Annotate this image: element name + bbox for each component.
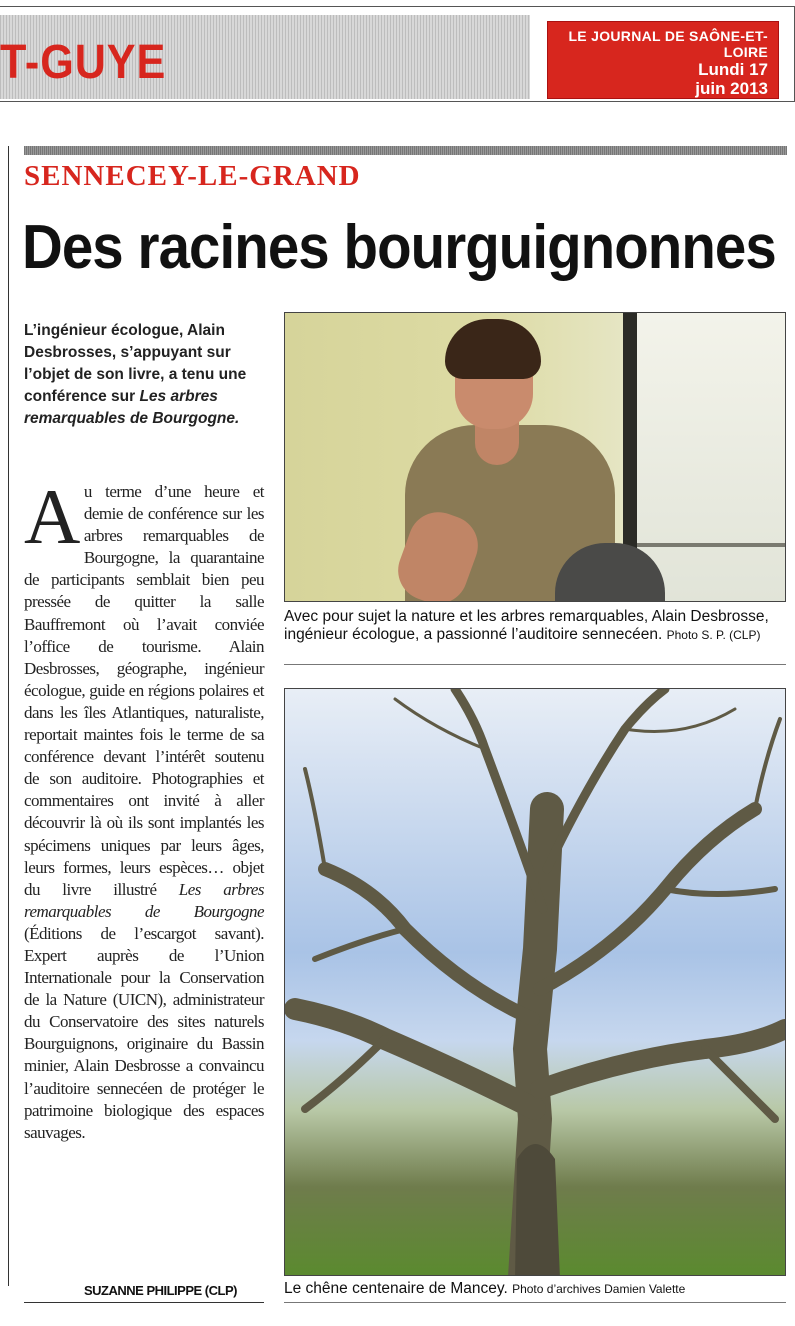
oak-tree-photo — [284, 688, 786, 1276]
speaker-hair — [445, 319, 541, 379]
caption-1-text: Avec pour sujet la nature et les arbres remarquables, Alain Desbrosse, ingénieur écologue, a passionné l’auditoire sennecéen. — [284, 608, 769, 643]
article-kicker: SENNECEY-LE-GRAND — [24, 160, 361, 192]
caption-2-rule — [284, 1302, 786, 1303]
masthead-box — [547, 21, 779, 99]
caption-rule — [284, 664, 786, 665]
window-pane — [637, 313, 786, 602]
photo-caption-1 — [284, 608, 784, 644]
lead-book-title: Les arbres remarquables de Bourgogne. — [24, 388, 240, 427]
newspaper-name: LE JOURNAL DE SAÔNE-ET-LOIRE — [568, 28, 768, 60]
article-body — [24, 473, 264, 1144]
lead-text: L’ingénieur écologue, Alain Desbrosses, s’appuyant sur l’objet de son livre, a tenu une conférence sur — [24, 322, 247, 405]
commune-name: T-GUYE — [0, 36, 167, 89]
caption-2-text: Le chêne centenaire de Mancey. — [284, 1280, 508, 1297]
article-title: Des racines bourguignonnes — [22, 213, 776, 282]
article — [0, 146, 795, 1326]
issue-date-month: juin 2013 — [695, 79, 768, 98]
window-sill — [637, 543, 786, 547]
author-signature: SUZANNE PHILIPPE (CLP) — [84, 1283, 237, 1298]
article-lead — [24, 320, 266, 430]
issue-date-day: Lundi 17 — [698, 60, 768, 79]
page-header — [0, 6, 795, 102]
photo-caption-2 — [284, 1280, 786, 1298]
body-text-2: (Éditions de l’escargot savant). Expert auprès de l’Union Internationale pour la Conservation de la Nature (UICN), administrateur du Conservatoire des sites naturels Bourguignons, originaire du Bassin minier, Alain Desbrosse a convaincu l’auditoire sennecéen de protéger le patrimoine biologique des espaces sauvages. — [24, 923, 264, 1142]
body-text-1: u terme d’une heure et demie de conférence sur les arbres remarquables de Bourgogne, la quarantaine de participants semblait bien peu pressée de quitter la salle Bauffremont où l’avait conviée l’office de tourisme. Alain Desbrosses, géographe, ingénieur écologue, guide en régions polaires et dans les îles Atlantiques, naturaliste, reportait maintes fois le terme de sa conférence devant l’intérêt soutenu de son auditoire. Photographies et commentaires ont invité à aller découvrir là où ils sont implantés les spécimens uniques par leurs âges, leurs formes, leurs espèces… objet du livre illustré — [24, 482, 264, 899]
signature-rule — [24, 1302, 264, 1303]
body-book-title: Les arbres remarquables de Bourgogne — [24, 879, 264, 921]
speaker-photo — [284, 312, 786, 602]
article-top-band — [24, 146, 787, 155]
oak-tree-illustration — [285, 689, 786, 1276]
drop-cap: A — [24, 473, 80, 560]
caption-2-credit: Photo d’archives Damien Valette — [512, 1282, 686, 1296]
caption-1-credit: Photo S. P. (CLP) — [666, 628, 761, 642]
